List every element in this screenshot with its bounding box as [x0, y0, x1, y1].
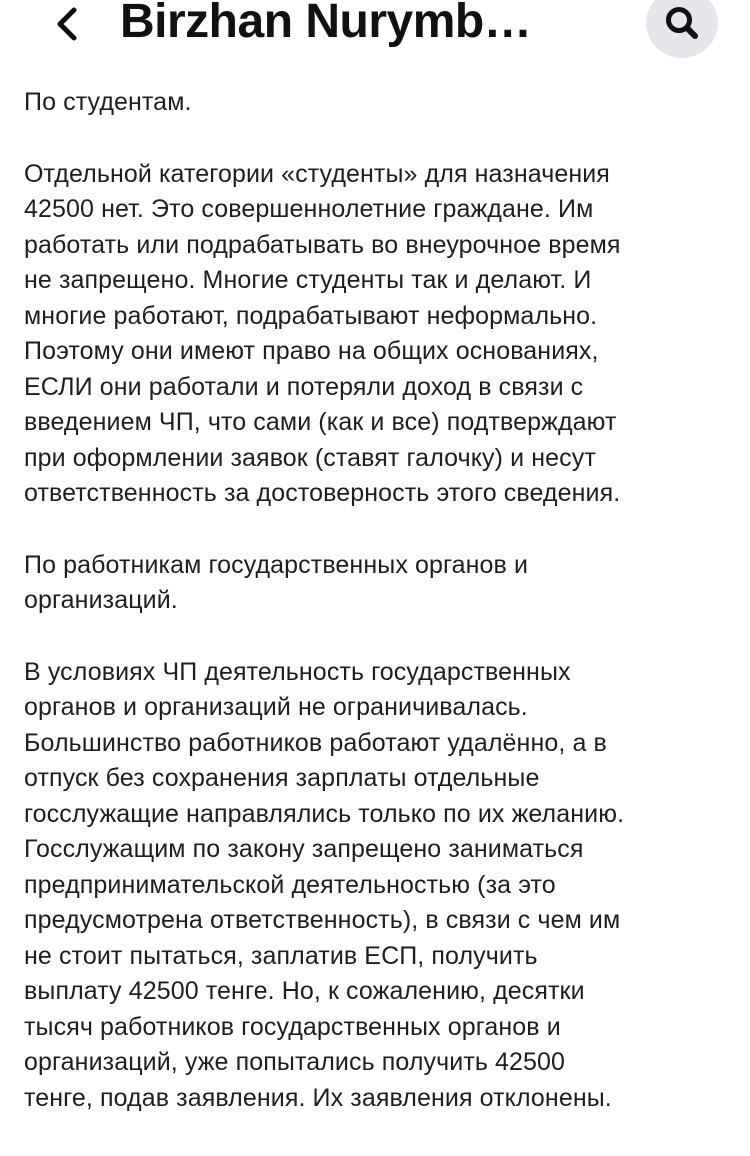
search-icon: [663, 4, 701, 42]
post-text-line: госслужащие направлялись только по их желанию.: [24, 799, 625, 828]
post-paragraph: [24, 548, 728, 619]
post-text-line: не запрещено. Многие студенты так и делают. И: [24, 266, 592, 294]
post-text-line: ЕСЛИ они работали и потеряли доход в связи с: [24, 372, 584, 401]
post-text-line: не стоит пытаться, заплатив ЕСП, получить: [24, 941, 538, 970]
post-text-line: 42500 нет. Это совершеннолетние граждане. Им: [24, 195, 594, 223]
post-text-line: выплату 42500 тенге. Но, к сожалению, десятки: [24, 977, 585, 1005]
top-bar: [0, 0, 750, 70]
post-paragraph: [24, 655, 728, 1117]
post-text-line: при оформлении заявок (ставят галочку) и несут: [24, 443, 596, 472]
post-text-line: Поэтому они имеют право на общих основаниях,: [24, 337, 599, 365]
post-text-line: организаций.: [24, 586, 178, 614]
post-text-line: Большинство работников работают удалённо, а в: [24, 728, 607, 757]
post-text-line: По работникам государственных органов и: [24, 550, 529, 579]
post-text-line: введением ЧП, что сами (как и все) подтверждают: [24, 408, 617, 436]
post-text-line: тысяч работников государственных органов и: [24, 1012, 561, 1041]
post-text-line: ответственность за достоверность этого сведения.: [24, 479, 621, 507]
search-button[interactable]: [646, 0, 718, 58]
post-paragraph: [24, 157, 728, 512]
post-text-line: Госслужащим по закону запрещено заниматься: [24, 835, 584, 863]
chevron-left-icon: [48, 6, 88, 42]
back-button[interactable]: [48, 6, 88, 42]
profile-name-title[interactable]: Birzhan Nurymb…: [120, 0, 532, 48]
post-paragraph: [24, 85, 728, 121]
post-text-line: тенге, подав заявления. Их заявления отклонены.: [24, 1083, 612, 1112]
post-text-line: работать или подрабатывать во внеурочное время: [24, 230, 621, 259]
post-text-line: В условиях ЧП деятельность государственных: [24, 657, 571, 686]
post-text-line: отпуск без сохранения зарплаты отдельные: [24, 764, 540, 792]
post-text-line: многие работают, подрабатывают неформально.: [24, 301, 598, 330]
post-text-line: предпринимательской деятельностью (за это: [24, 870, 556, 899]
post-text-line: органов и организаций не ограничивалась.: [24, 693, 528, 721]
post-text-line: По студентам.: [24, 88, 192, 116]
post-text-line: предусмотрена ответственность), в связи с чем им: [24, 906, 621, 934]
post-text-line: Отдельной категории «студенты» для назначения: [24, 159, 610, 188]
post-text: [24, 85, 728, 1152]
post-text-line: организаций, уже попытались получить 42500: [24, 1048, 566, 1076]
